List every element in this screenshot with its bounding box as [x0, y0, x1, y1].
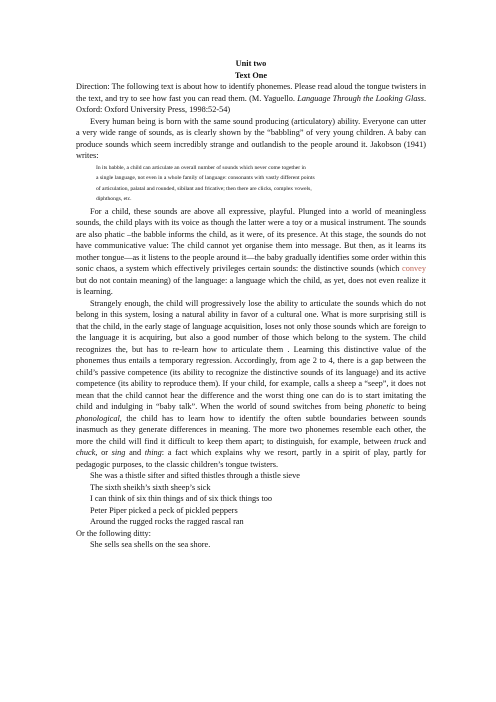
word-sing: sing [111, 448, 126, 457]
document-page [76, 58, 426, 551]
word-truck: truck [394, 436, 412, 446]
direction-tail: . Oxford: Oxford University Press, 1998:52-54) [76, 93, 427, 114]
ditty-line: She sells sea shells on the sea shore. [90, 540, 211, 549]
direction-paragraph [76, 81, 426, 116]
word-chuck: chuck [76, 448, 96, 457]
direction-lead: Direction: The following text is about how to identify phonemes. Please read aloud the tongue twisters in the text, and try to see how fast you can read them. (M. Yaguello. [76, 82, 426, 103]
ditty-intro: Or the following ditty: [76, 528, 151, 538]
tongue-twister-line: She was a thistle sifter and sifted thistles through a thistle sieve [90, 471, 300, 480]
quote-line: of articulation, palatal and rounded, sibilant and fricative; then there are clicks, complex vowels, [96, 185, 312, 192]
tongue-twister-line: The sixth sheikh’s sixth sheep’s sick [90, 482, 211, 492]
paragraph-1: Every human being is born with the same sound producing (articulatory) ability. Everyone can utter a very wide range of sounds, as is clearly shown by the “babbling” of very young children. A baby can produce sounds which seem incredibly strange and outlandish to the people around it. Jakobson (1941) writes: [76, 116, 426, 160]
term-phonological: phonological [76, 413, 120, 423]
jakobson-quote [96, 163, 426, 205]
tongue-twister-line: I can think of six thin things and of six thick things too [90, 494, 273, 503]
paragraph-3: Strangely enough, the child will progressively lose the ability to articulate the sounds which do not belong in this system, losing a natural ability in favor of a cultural one. What is more surprising still is that the child, in the early stage of language acquisition, loses not only those sounds which are foreign to the language it is acquiring, but also a good number of those which belong to the system. The child recognizes the, but has to re-learn how to articulate them . Learning this distinctive value of the phonemes thus entails a temporary regression. Accordingly, from age 2 to 4, there is a gap between the child’s passive competence (its ability to recognize the distinctive sounds of its language) and its active competence (its ability to reproduce them). If your child, for example, calls a sheep a “seep”, it does not mean that the child cannot hear the difference and the worst thing one can do is to start imitating the child and indulging in “baby talk”. When the world of sound switches from being phonetic to being phonological, the child has to learn how to identify the often subtle boundaries between sounds inasmuch as they generate differences in meaning. The more two phonemes resemble each other, the more the child will find it difficult to keep them apart; to distinguish, for example, between truck and chuck, or sing and thing: a fact which explains why we resort, partly in a spirit of play, partly for pedagogic purposes, to the classic children’s tongue twisters. [76, 298, 426, 469]
paragraph-2: For a child, these sounds are above all expressive, playful. Plunged into a world of meaningless sounds, the child plays with its voice as though the latter were a toy or a musical instrument. The sounds are also phatic –the babble informs the child, as it were, of its presence. At this stage, the sounds do not have communicative value: The child cannot yet organise them into message. But then, as it learns its mother tongue—as it listens to the people around it—the baby gradually identifies some order within this sonic chaos, a system which effectively privileges certain sounds: the distinctive sounds (which convey but do not contain meaning) of the language: a language which the child, as yet, does not even realize it is learning. [76, 206, 426, 296]
text-heading: Text One [234, 70, 268, 80]
term-phonetic: phonetic [365, 402, 395, 411]
word-thing: thing [144, 448, 162, 457]
tongue-twister-line: Around the rugged rocks the ragged rascal ran [90, 517, 244, 526]
unit-heading: Unit two [235, 59, 267, 68]
tongue-twisters [76, 470, 426, 528]
quote-line: In its babble, a child can articulate an overall number of sounds which never come together in [96, 164, 306, 171]
highlighted-word: convey [402, 264, 426, 273]
quote-line: a single language, not even in a whole family of language: consonants with vastly different points [96, 175, 315, 181]
quote-line: diphthongs, etc. [96, 196, 132, 202]
book-title: Language Through the Looking Glass [297, 93, 424, 103]
tongue-twister-line: Peter Piper picked a peck of pickled peppers [90, 505, 238, 515]
